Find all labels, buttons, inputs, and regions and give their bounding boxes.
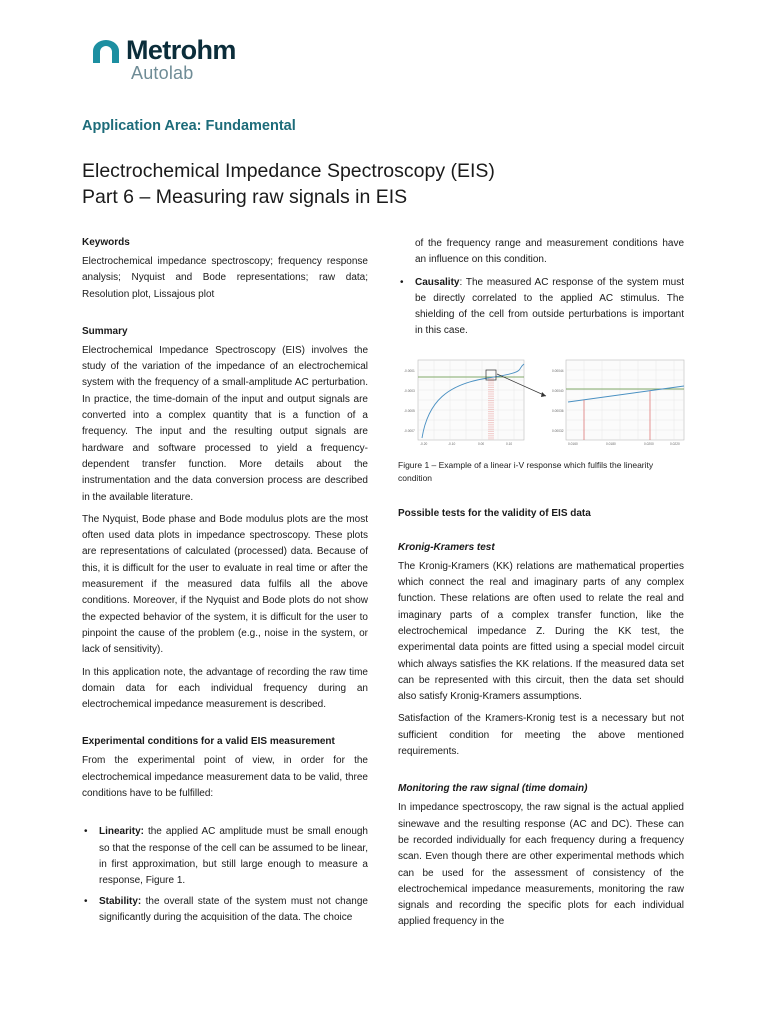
title-line-2: Part 6 – Measuring raw signals in EIS bbox=[82, 186, 408, 208]
bullet-term-stability: Stability: bbox=[99, 895, 142, 907]
raw-signal-paragraph: In impedance spectroscopy, the raw signal is the actual applied sinewave and the resulting response (AC and DC). These can be recorded individually for each frequency during a frequency scan. Even though there are other experimental methods which can be used for the assessment of consistency of the electrochemical impedance measurements, monitoring the raw signals and recording the specific plots for each individual applied frequency in the bbox=[398, 802, 684, 928]
bullet-term-linearity: Linearity: bbox=[99, 826, 145, 838]
svg-text:0.00036: 0.00036 bbox=[552, 408, 564, 413]
left-column bbox=[82, 236, 368, 932]
list-item: • Causality: The measured AC response of the system must be directly correlated to the applied AC stimulus. The shielding of the cell from outside perturbations is important in this case. bbox=[400, 276, 684, 337]
figure-1-caption: Figure 1 – Example of a linear i-V response which fulfils the linearity condition bbox=[398, 459, 654, 483]
experimental-conditions-paragraph: From the experimental point of view, in order for the electrochemical impedance measurement data to be valid, three conditions have to be fulfilled: bbox=[82, 755, 368, 800]
list-item: • Stability: the overall state of the system must not change significantly during the acquisition of the data. The choice bbox=[84, 895, 368, 923]
summary-heading: Summary bbox=[82, 325, 128, 337]
bullet-text-causality: : The measured AC response of the system must be directly correlated to the applied AC stimulus. The shielding of the cell from outside perturbations is important in this case. bbox=[415, 276, 684, 337]
svg-text:0.00032: 0.00032 bbox=[552, 428, 564, 433]
svg-text:-0.0007: -0.0007 bbox=[404, 428, 415, 433]
svg-text:0.0160: 0.0160 bbox=[568, 441, 578, 446]
application-area-label: Application Area: Fundamental bbox=[82, 118, 296, 134]
experimental-conditions-heading: Experimental conditions for a valid EIS measurement bbox=[82, 736, 335, 748]
bullet-text-stability: the overall state of the system must not change significantly during the acquisition of the data. The choice bbox=[99, 895, 368, 923]
bullet-term-causality: Causality bbox=[415, 276, 460, 288]
kronig-kramers-paragraph-2: Satisfaction of the Kramers-Kronig test is a necessary but not sufficient condition for meeting the above mentioned requirements. bbox=[398, 713, 684, 758]
svg-text:0.10: 0.10 bbox=[506, 441, 513, 446]
svg-text:0.00044: 0.00044 bbox=[552, 368, 564, 373]
keywords-heading: Keywords bbox=[82, 237, 130, 248]
svg-text:0.0220: 0.0220 bbox=[670, 441, 680, 446]
bullet-text-linearity: the applied AC amplitude must be small enough so that the response of the cell can be assumed to be linear, in first approximation, but still large enough to measure a response, Figure 1. bbox=[99, 826, 368, 887]
svg-text:0.00040: 0.00040 bbox=[552, 388, 564, 393]
svg-text:0.0200: 0.0200 bbox=[644, 441, 654, 446]
svg-text:-0.0001: -0.0001 bbox=[404, 368, 415, 373]
metrohm-autolab-logo bbox=[90, 36, 250, 86]
figure-1-linearity-plots bbox=[398, 356, 686, 451]
title-line-1: Electrochemical Impedance Spectroscopy (EIS) bbox=[82, 160, 495, 182]
svg-text:-0.0005: -0.0005 bbox=[404, 408, 415, 413]
stability-continuation-text: of the frequency range and measurement conditions have an influence on this condition. bbox=[415, 238, 684, 266]
svg-text:-0.20: -0.20 bbox=[420, 441, 428, 446]
conditions-list-continued bbox=[398, 275, 684, 340]
kronig-kramers-paragraph-1: The Kronig-Kramers (KK) relations are mathematical properties which connect the real and imaginary parts of any complex function. These relations are often used to relate the real and imaginary parts of a complex transfer function, like the electrochemical impedance Z. During the KK test, the experimental data points are fitted using a special model circuit which always satisfies the KK relations. If the measured data set can be represented with this circuit, then the data set should also satisfy Kronig-Kramers assumptions. bbox=[398, 560, 684, 703]
figure-left-plot bbox=[398, 356, 526, 451]
right-column bbox=[398, 236, 684, 937]
validity-tests-heading: Possible tests for the validity of EIS data bbox=[398, 507, 591, 519]
svg-text:0.00: 0.00 bbox=[478, 441, 485, 446]
kronig-kramers-heading: Kronig-Kramers test bbox=[398, 541, 495, 553]
keywords-text: Electrochemical impedance spectroscopy; frequency response analysis; Nyquist and Bode representations; raw data; Resolution plot, Lissajous plot bbox=[82, 256, 368, 300]
svg-text:-0.0003: -0.0003 bbox=[404, 388, 415, 393]
figure-1-svg bbox=[398, 356, 686, 451]
logo-brand-text: Metrohm bbox=[126, 35, 236, 65]
raw-signal-heading: Monitoring the raw signal (time domain) bbox=[398, 783, 588, 795]
summary-paragraph-1: Electrochemical Impedance Spectroscopy (EIS) involves the study of the variation of the impedance of an electrochemical system with the frequency of a small-amplitude AC perturbation. In practice, the time-domain of the input and output signals are converted into a complex quantity that is a function of a frequency. The input and the resulting output signals are hardware and software processed to yield a frequency-dependent transfer function. More details about the instrumentation and the data conversion process are described in the available literature. bbox=[82, 344, 368, 503]
list-item: • Linearity: the applied AC amplitude must be small enough so that the response of the cell can be assumed to be linear, in first approximation, but still large enough to measure a response, Figure 1. bbox=[84, 826, 368, 887]
logo-sub-text: Autolab bbox=[131, 63, 194, 83]
figure-right-plot bbox=[550, 356, 686, 451]
document-title bbox=[82, 158, 495, 210]
conditions-list bbox=[82, 824, 368, 926]
metrohm-logo-icon bbox=[90, 38, 122, 64]
svg-text:-0.10: -0.10 bbox=[448, 441, 456, 446]
svg-text:0.0180: 0.0180 bbox=[606, 441, 616, 446]
summary-paragraph-3: In this application note, the advantage of recording the raw time domain data for each individual frequency during an electrochemical impedance measurement is described. bbox=[82, 666, 368, 711]
summary-paragraph-2: The Nyquist, Bode phase and Bode modulus plots are the most often used data plots in impedance spectroscopy. These plots are representations of calculated (processed) data. Because of this, it is difficult for the user to evaluate in real time or after the measurement if the measured data fulfils all the above conditions. Moreover, if the Nyquist and Bode plots do not show the expected behavior of the system, it is difficult for the user to pinpoint the cause of the problem (e.g., noise in the system, or lack of sensitivity). bbox=[82, 513, 368, 656]
